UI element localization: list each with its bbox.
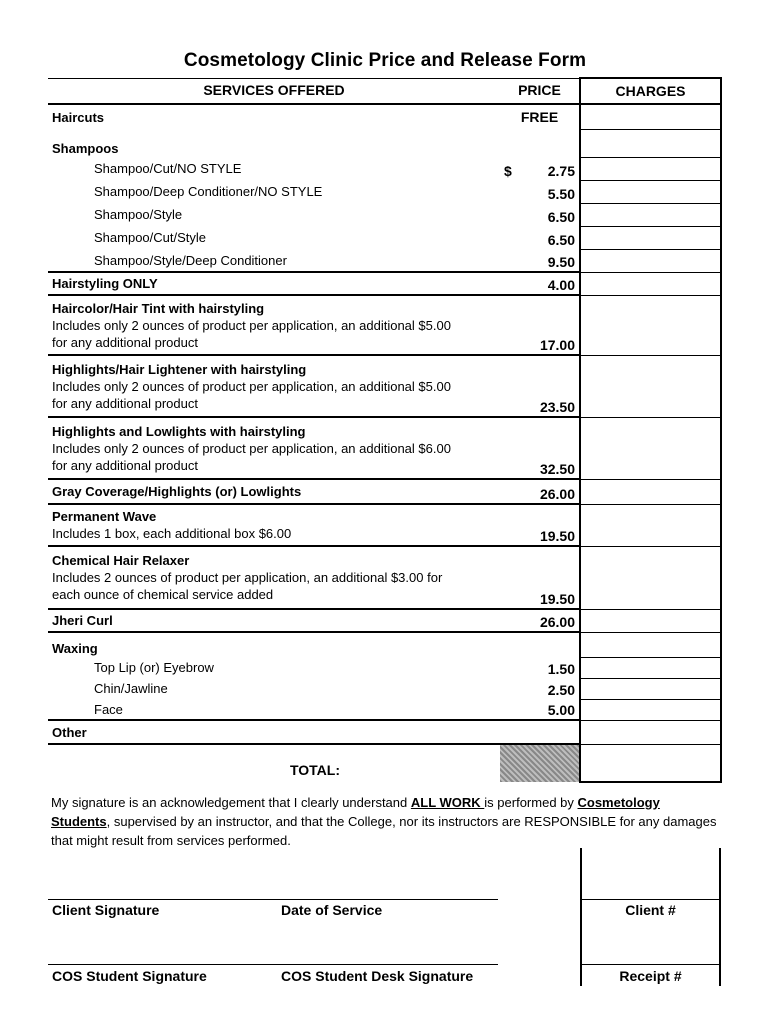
service-label: Shampoo/Deep Conditioner/NO STYLE xyxy=(94,184,323,199)
box-divider xyxy=(580,964,721,965)
table-row xyxy=(48,226,721,249)
charge-cell[interactable] xyxy=(580,104,721,129)
service-label: Shampoo/Cut/NO STYLE xyxy=(94,161,242,176)
total-row xyxy=(48,744,721,782)
acknowledgement-text: My signature is an acknowledgement that I clearly understand ALL WORK is performed by Cosmetology Students, supervised by an instructor, and that the College, nor its instructors are RESPONSIBLE for any damages that might result from services performed. xyxy=(51,795,717,848)
price-header: PRICE xyxy=(500,78,580,104)
category-label: Waxing xyxy=(52,641,98,656)
table-row xyxy=(48,129,721,157)
price-table xyxy=(48,77,722,783)
service-label: Shampoo/Style xyxy=(94,207,183,222)
service-label: Highlights and Lowlights with hairstyling xyxy=(52,423,306,439)
signature-line xyxy=(48,964,498,965)
charge-cell[interactable] xyxy=(580,699,721,720)
service-description: Includes only 2 ounces of product per application, an additional $5.00 xyxy=(52,378,451,394)
service-label: Shampoo/Cut/Style xyxy=(94,230,207,245)
service-price: 6.50 xyxy=(547,232,575,248)
charges-header: CHARGES xyxy=(580,78,721,104)
receipt-number-label: Receipt # xyxy=(619,968,682,984)
desk-signature-label: COS Student Desk Signature xyxy=(281,968,474,984)
signature-line xyxy=(48,899,498,900)
charge-cell[interactable] xyxy=(580,609,721,632)
service-price: 32.50 xyxy=(500,417,580,479)
service-label: Jheri Curl xyxy=(48,609,500,632)
service-description: Includes 1 box, each additional box $6.00 xyxy=(52,526,292,541)
charge-cell[interactable] xyxy=(580,180,721,203)
service-price: 6.50 xyxy=(547,209,575,225)
table-row xyxy=(48,504,721,546)
table-row xyxy=(48,355,721,417)
service-price: 26.00 xyxy=(500,479,580,504)
client-number-label: Client # xyxy=(625,902,676,918)
service-label: Chemical Hair Relaxer xyxy=(52,553,190,568)
service-description: for any additional product xyxy=(52,334,198,350)
service-label: Other xyxy=(48,720,500,744)
service-description: Includes only 2 ounces of product per application, an additional $6.00 xyxy=(52,440,451,456)
service-price: 26.00 xyxy=(500,609,580,632)
charge-cell[interactable] xyxy=(580,249,721,272)
service-description: Includes only 2 ounces of product per application, an additional $5.00 xyxy=(52,317,451,333)
charge-cell[interactable] xyxy=(580,720,721,744)
client-signature-label: Client Signature xyxy=(52,902,160,918)
cosmetology-students-emphasis: Cosmetology Students xyxy=(51,795,660,829)
service-price: 2.75 xyxy=(547,163,575,179)
all-work-emphasis: ALL WORK xyxy=(410,795,485,810)
charge-cell[interactable] xyxy=(580,203,721,226)
table-row xyxy=(48,157,721,180)
charge-cell[interactable] xyxy=(580,295,721,355)
table-row xyxy=(48,417,721,479)
charge-cell[interactable] xyxy=(580,226,721,249)
table-row xyxy=(48,180,721,203)
category-label: Shampoos xyxy=(52,141,119,156)
service-price: 2.50 xyxy=(547,682,575,698)
table-row xyxy=(48,272,721,295)
charge-cell[interactable] xyxy=(580,157,721,180)
currency-symbol: $ xyxy=(504,163,512,179)
charge-cell[interactable] xyxy=(580,355,721,417)
service-price: 1.50 xyxy=(547,661,575,677)
charge-cell[interactable] xyxy=(580,632,721,657)
table-row xyxy=(48,546,721,609)
date-of-service-label: Date of Service xyxy=(281,902,383,918)
service-price: 4.00 xyxy=(500,272,580,295)
service-price: 19.50 xyxy=(500,504,580,546)
charge-cell[interactable] xyxy=(580,272,721,295)
box-border-right xyxy=(719,848,721,986)
service-label: Chin/Jawline xyxy=(94,681,168,696)
service-label: Shampoo/Style/Deep Conditioner xyxy=(48,249,500,272)
charge-cell[interactable] xyxy=(580,504,721,546)
table-row xyxy=(48,609,721,632)
table-row xyxy=(48,699,721,720)
service-price: FREE xyxy=(520,108,559,125)
service-price: 5.50 xyxy=(547,186,575,202)
service-label: Haircuts xyxy=(52,109,105,125)
service-price: 17.00 xyxy=(500,295,580,355)
table-row xyxy=(48,678,721,699)
table-row xyxy=(48,203,721,226)
table-row xyxy=(48,632,721,657)
service-price: 9.50 xyxy=(500,249,580,272)
service-label: Hairstyling ONLY xyxy=(48,272,500,295)
charge-cell[interactable] xyxy=(580,129,721,157)
table-row xyxy=(48,104,721,129)
service-label: Gray Coverage/Highlights (or) Lowlights xyxy=(48,479,500,504)
table-row xyxy=(48,249,721,272)
service-label: Haircolor/Hair Tint with hairstyling xyxy=(52,300,265,316)
service-label: Face xyxy=(48,699,500,720)
charge-cell[interactable] xyxy=(580,678,721,699)
charge-cell[interactable] xyxy=(580,417,721,479)
services-header: SERVICES OFFERED xyxy=(48,78,500,104)
service-label: Top Lip (or) Eyebrow xyxy=(94,660,214,675)
service-label: Permanent Wave xyxy=(52,509,157,524)
service-price: 5.00 xyxy=(500,699,580,720)
student-signature-label: COS Student Signature xyxy=(52,968,207,984)
total-shaded-cell xyxy=(500,744,580,782)
charge-cell[interactable] xyxy=(580,479,721,504)
form-title: Cosmetology Clinic Price and Release Form xyxy=(183,50,587,71)
service-label: Highlights/Hair Lightener with hairstyling xyxy=(52,361,307,377)
service-description: each ounce of chemical service added xyxy=(52,587,274,602)
total-label: TOTAL: xyxy=(289,762,340,778)
service-description: Includes 2 ounces of product per application, an additional $3.00 for xyxy=(52,570,443,585)
table-row xyxy=(48,479,721,504)
charge-cell[interactable] xyxy=(580,546,721,609)
charge-cell[interactable] xyxy=(580,657,721,678)
table-row xyxy=(48,295,721,355)
service-description: for any additional product xyxy=(52,457,198,473)
service-description: for any additional product xyxy=(52,395,198,411)
table-header xyxy=(48,78,721,104)
total-charge-cell[interactable] xyxy=(580,744,721,782)
box-divider xyxy=(580,899,721,900)
table-row xyxy=(48,720,721,744)
table-row xyxy=(48,657,721,678)
service-price: 23.50 xyxy=(500,355,580,417)
service-price: 19.50 xyxy=(500,546,580,609)
